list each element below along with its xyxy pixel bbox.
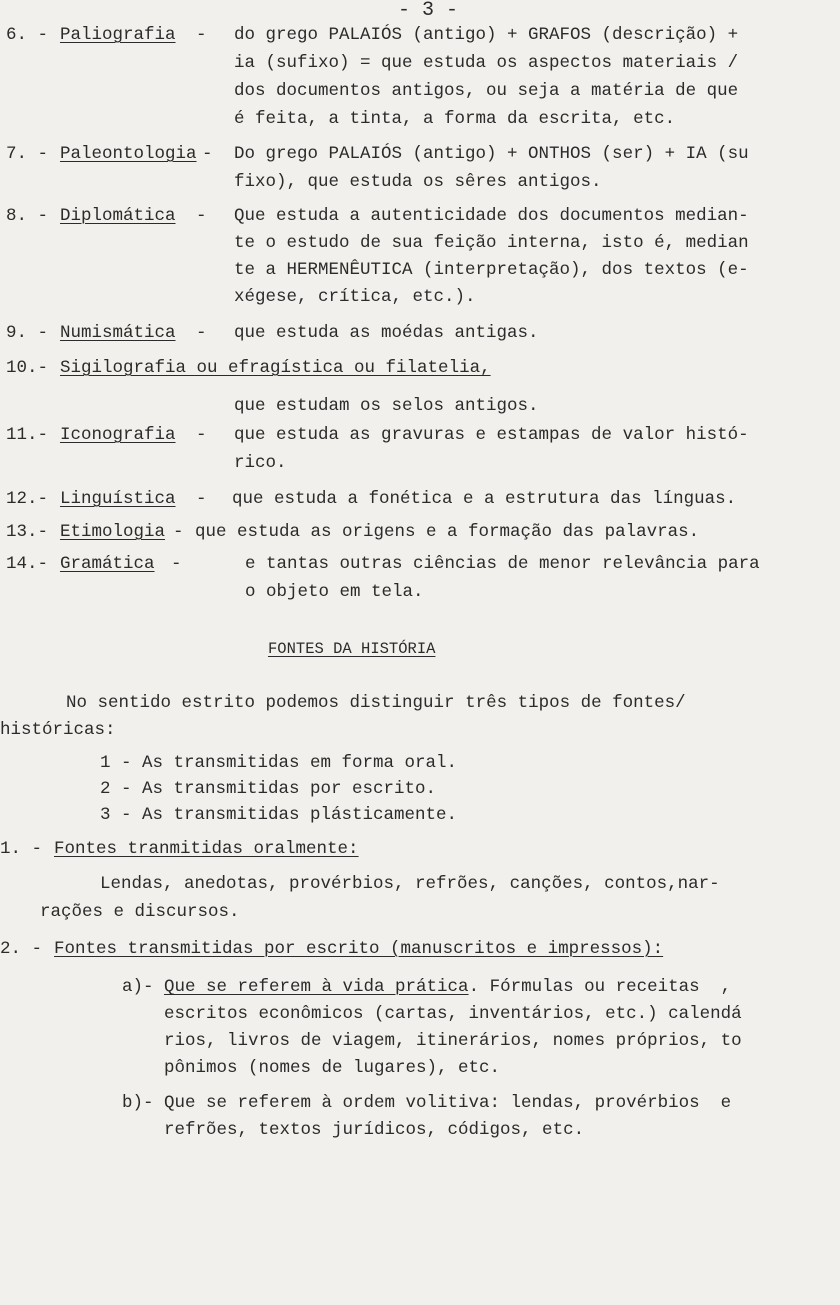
type-item: 1 - As transmitidas em forma oral. (100, 753, 458, 773)
item-title: Que se referem à vida prática (164, 977, 469, 997)
term-etimologia: Etimologia (60, 522, 166, 542)
definition-line: e tantas outras ciências de menor relevância para (245, 554, 760, 574)
heading-written: Fontes transmitidas por escrito (manuscritos e impressos): (54, 939, 664, 959)
term-dash: - (202, 144, 213, 164)
list-number: 8. - (6, 206, 49, 226)
term-dash: - (196, 25, 207, 45)
item-first-line: Que se referem à ordem volitiva: lendas, provérbios e (164, 1093, 732, 1113)
definition-line: Que estuda a autenticidade dos documentos median- (234, 206, 749, 226)
paragraph-line: No sentido estrito podemos distinguir três tipos de fontes/ (66, 693, 686, 713)
list-number: 6. - (6, 25, 49, 45)
heading-oral: Fontes tranmitidas oralmente: (54, 839, 359, 859)
list-number: 11.- (6, 425, 49, 445)
term-numismatica: Numismática (60, 323, 176, 343)
item-line: rios, livros de viagem, itinerários, nomes próprios, to (164, 1031, 742, 1051)
definition-line: que estuda as moédas antigas. (234, 323, 539, 343)
definition-line: que estuda as gravuras e estampas de valor histó- (234, 425, 749, 445)
term-dash: - (171, 554, 182, 574)
definition-line: que estuda a fonética e a estrutura das línguas. (232, 489, 737, 509)
list-number: 9. - (6, 323, 49, 343)
definition-line: rico. (234, 453, 287, 473)
list-number: 14.- (6, 554, 49, 574)
item-line: pônimos (nomes de lugares), etc. (164, 1058, 501, 1078)
definition-line: Do grego PALAIÓS (antigo) + ONTHOS (ser) + IA (su (234, 144, 749, 164)
list-number: 13.- (6, 522, 49, 542)
list-number: 2. - (0, 939, 43, 959)
list-number: 1. - (0, 839, 43, 859)
term-dash: - (196, 206, 207, 226)
term-sigilografia: Sigilografia ou efragística ou filatelia, (60, 358, 491, 378)
type-item: 2 - As transmitidas por escrito. (100, 779, 437, 799)
list-number: 10.- (6, 358, 49, 378)
term-paleontologia: Paleontologia (60, 144, 197, 164)
list-number: 7. - (6, 144, 49, 164)
paragraph-line: históricas: (0, 720, 116, 740)
type-item: 3 - As transmitidas plásticamente. (100, 805, 458, 825)
item-label: a)- (122, 977, 154, 997)
definition-line: que estuda as origens e a formação das palavras. (195, 522, 700, 542)
term-diplomatica: Diplomática (60, 206, 176, 226)
term-dash: - (173, 522, 184, 542)
item-first-line (164, 976, 731, 998)
definition-line: o objeto em tela. (245, 582, 424, 602)
item-line: refrões, textos jurídicos, códigos, etc. (164, 1120, 585, 1140)
term-iconografia: Iconografia (60, 425, 176, 445)
term-dash: - (196, 323, 207, 343)
paragraph-line: rações e discursos. (40, 902, 240, 922)
definition-line: é feita, a tinta, a forma da escrita, etc. (234, 109, 676, 129)
definition-line: dos documentos antigos, ou seja a matéria de que (234, 81, 739, 101)
definition-line: fixo), que estuda os sêres antigos. (234, 172, 602, 192)
item-label: b)- (122, 1093, 154, 1113)
section-title: FONTES DA HISTÓRIA (268, 640, 436, 658)
term-gramatica: Gramática (60, 554, 155, 574)
term-dash: - (196, 489, 207, 509)
definition-line: ia (sufixo) = que estuda os aspectos materiais / (234, 53, 739, 73)
item-text: . Fórmulas ou receitas , (468, 977, 732, 997)
term-linguistica: Linguística (60, 489, 176, 509)
term-paliografia: Paliografia (60, 25, 176, 45)
definition-line: te o estudo de sua feição interna, isto é, median (234, 233, 749, 253)
list-number: 12.- (6, 489, 49, 509)
definition-line: do grego PALAIÓS (antigo) + GRAFOS (descrição) + (234, 25, 739, 45)
definition-line: te a HERMENÊUTICA (interpretação), dos textos (e- (234, 260, 749, 280)
term-dash: - (196, 425, 207, 445)
item-line: escritos econômicos (cartas, inventários, etc.) calendá (164, 1004, 742, 1024)
definition-line: xégese, crítica, etc.). (234, 287, 476, 307)
paragraph-line: Lendas, anedotas, provérbios, refrões, canções, contos,nar- (100, 874, 720, 894)
definition-line: que estudam os selos antigos. (234, 396, 539, 416)
page-number: - 3 - (398, 0, 459, 22)
